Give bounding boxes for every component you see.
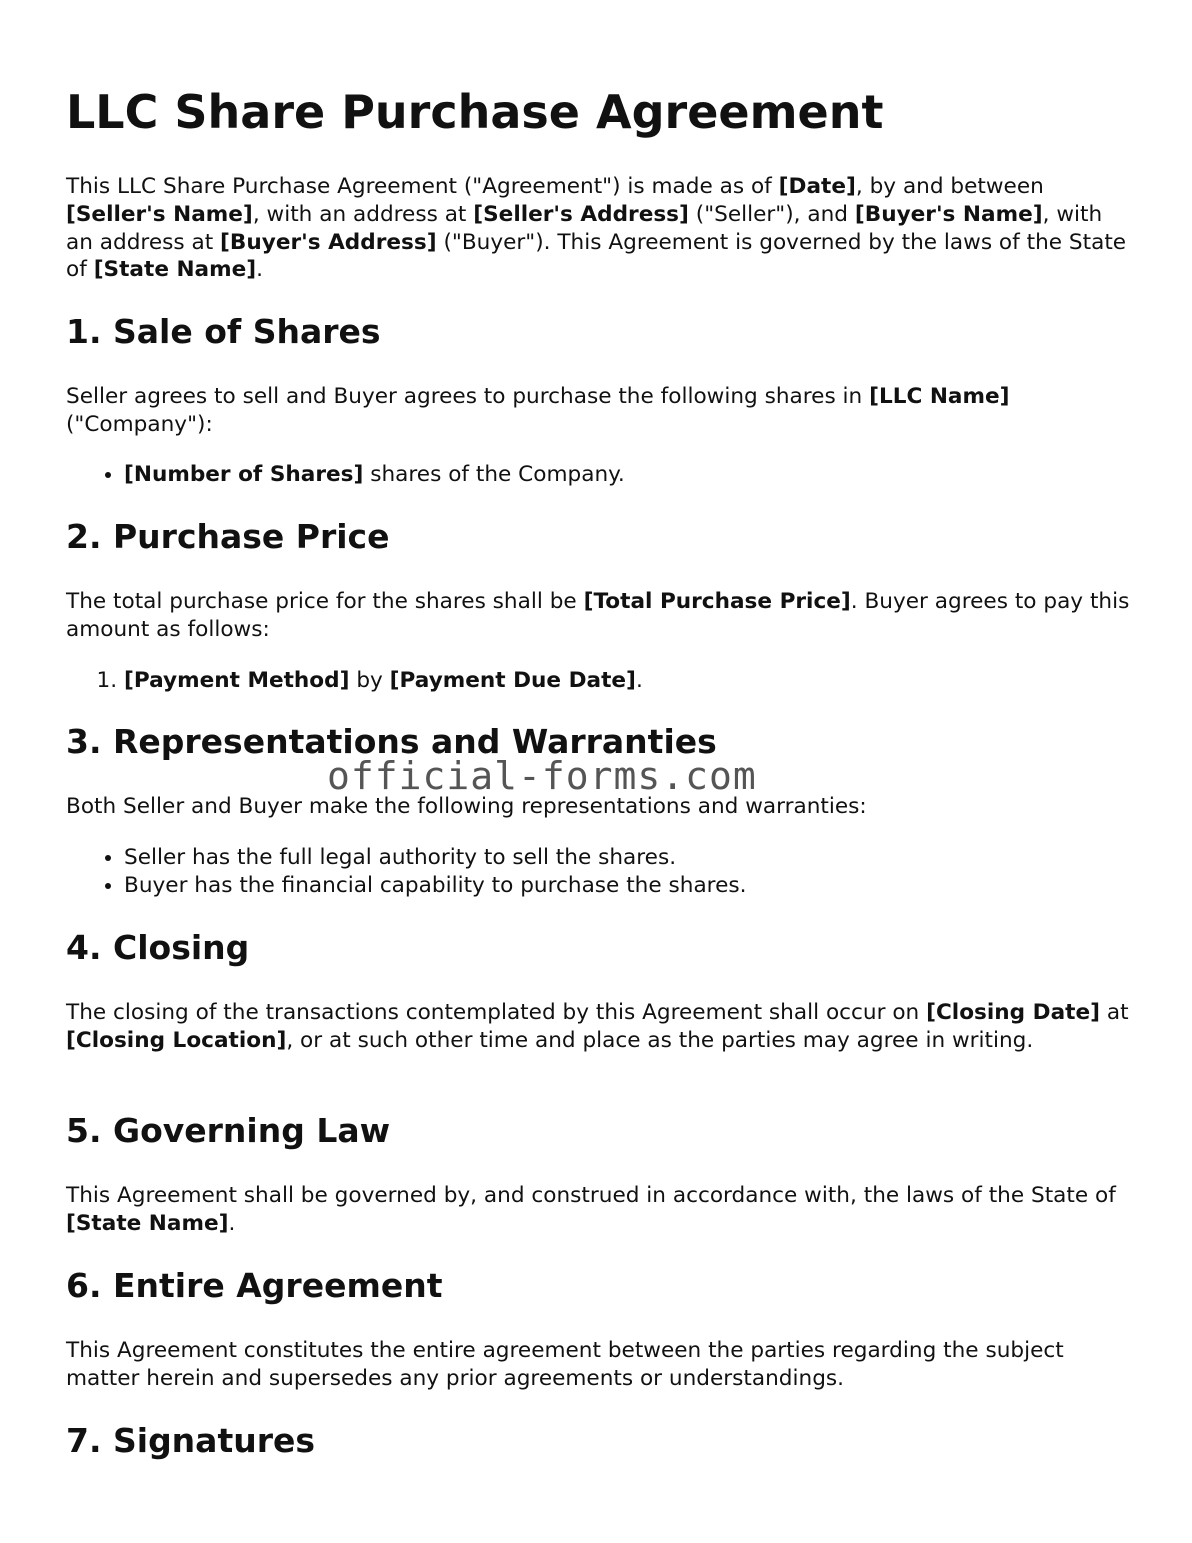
intro-paragraph: [66, 173, 1130, 284]
section-heading-signatures: 7. Signatures: [66, 1421, 316, 1460]
paragraph-text: The closing of the transactions contemplated by this Agreement shall occur on: [66, 1000, 927, 1025]
section-heading-representations: 3. Representations and Warranties: [66, 722, 717, 761]
seller-address-field: [Seller's Address]: [473, 201, 689, 227]
buyer-name-field: [Buyer's Name]: [854, 201, 1043, 227]
payment-method-field: [Payment Method]: [124, 668, 350, 693]
llc-name-field: [LLC Name]: [869, 384, 1010, 409]
section-heading-sale-of-shares: 1. Sale of Shares: [66, 312, 381, 351]
section-heading-entire-agreement: 6. Entire Agreement: [66, 1266, 443, 1305]
sale-of-shares-paragraph: [66, 383, 1130, 439]
paragraph-text: .: [228, 1210, 236, 1236]
date-field: [Date]: [778, 174, 856, 199]
document-title: LLC Share Purchase Agreement: [66, 85, 884, 139]
shares-list: [124, 461, 1124, 489]
list-item: • Seller has the full legal authority to sell the shares.: [124, 844, 1124, 872]
purchase-price-paragraph: [66, 588, 1130, 644]
representations-paragraph: Both Seller and Buyer make the following representations and warranties:: [66, 794, 867, 819]
entire-agreement-paragraph: This Agreement constitutes the entire agreement between the parties regarding the subject matter herein and supersedes any prior agreements or understandings.: [66, 1338, 1064, 1391]
list-item-text: by: [349, 668, 390, 693]
number-of-shares-field: [Number of Shares]: [124, 462, 364, 487]
list-item: [124, 667, 1124, 695]
payment-due-date-field: [Payment Due Date]: [389, 668, 636, 693]
paragraph-text: . Buyer agrees to pay this amount as follows:: [66, 589, 1130, 642]
intro-text: , with an address at: [252, 201, 474, 227]
intro-text: ("Seller"), and: [688, 201, 855, 227]
list-item-text: .: [635, 668, 643, 693]
warranties-list: [124, 844, 1124, 900]
payment-list: [124, 667, 1124, 695]
governing-law-paragraph: [66, 1182, 1130, 1238]
list-item: [124, 461, 1124, 489]
intro-text: .: [256, 257, 264, 283]
intro-text: This LLC Share Purchase Agreement ("Agreement") is made as of: [66, 174, 779, 199]
buyer-address-field: [Buyer's Address]: [220, 229, 437, 255]
seller-name-field: [Seller's Name]: [66, 201, 253, 227]
state-field: [State Name]: [66, 1210, 229, 1236]
intro-text: ("Buyer"). This Agreement is governed by the laws of the State of: [66, 229, 1127, 283]
paragraph-text: ("Company"):: [66, 411, 213, 437]
state-field: [State Name]: [93, 257, 257, 283]
section-heading-closing: 4. Closing: [66, 928, 250, 967]
closing-location-field: [Closing Location]: [66, 1027, 287, 1053]
paragraph-text: , or at such other time and place as the parties may agree in writing.: [286, 1027, 1034, 1053]
intro-text: , with an address at: [66, 201, 1103, 255]
paragraph-text: Seller agrees to sell and Buyer agrees to purchase the following shares in: [66, 384, 870, 409]
intro-text: , by and between: [855, 174, 1044, 199]
paragraph-text: This Agreement shall be governed by, and construed in accordance with, the laws of the State of: [66, 1183, 1116, 1208]
section-heading-purchase-price: 2. Purchase Price: [66, 517, 390, 556]
closing-date-field: [Closing Date]: [926, 1000, 1100, 1025]
list-item: • Buyer has the financial capability to purchase the shares.: [124, 872, 1124, 900]
paragraph-text: at: [1099, 1000, 1129, 1025]
section-heading-governing-law: 5. Governing Law: [66, 1111, 391, 1150]
paragraph-text: The total purchase price for the shares shall be: [66, 589, 584, 614]
total-purchase-price-field: [Total Purchase Price]: [583, 589, 851, 614]
closing-paragraph: [66, 999, 1130, 1055]
watermark: official-forms.com: [327, 754, 757, 798]
list-item-text: shares of the Company.: [363, 462, 625, 487]
